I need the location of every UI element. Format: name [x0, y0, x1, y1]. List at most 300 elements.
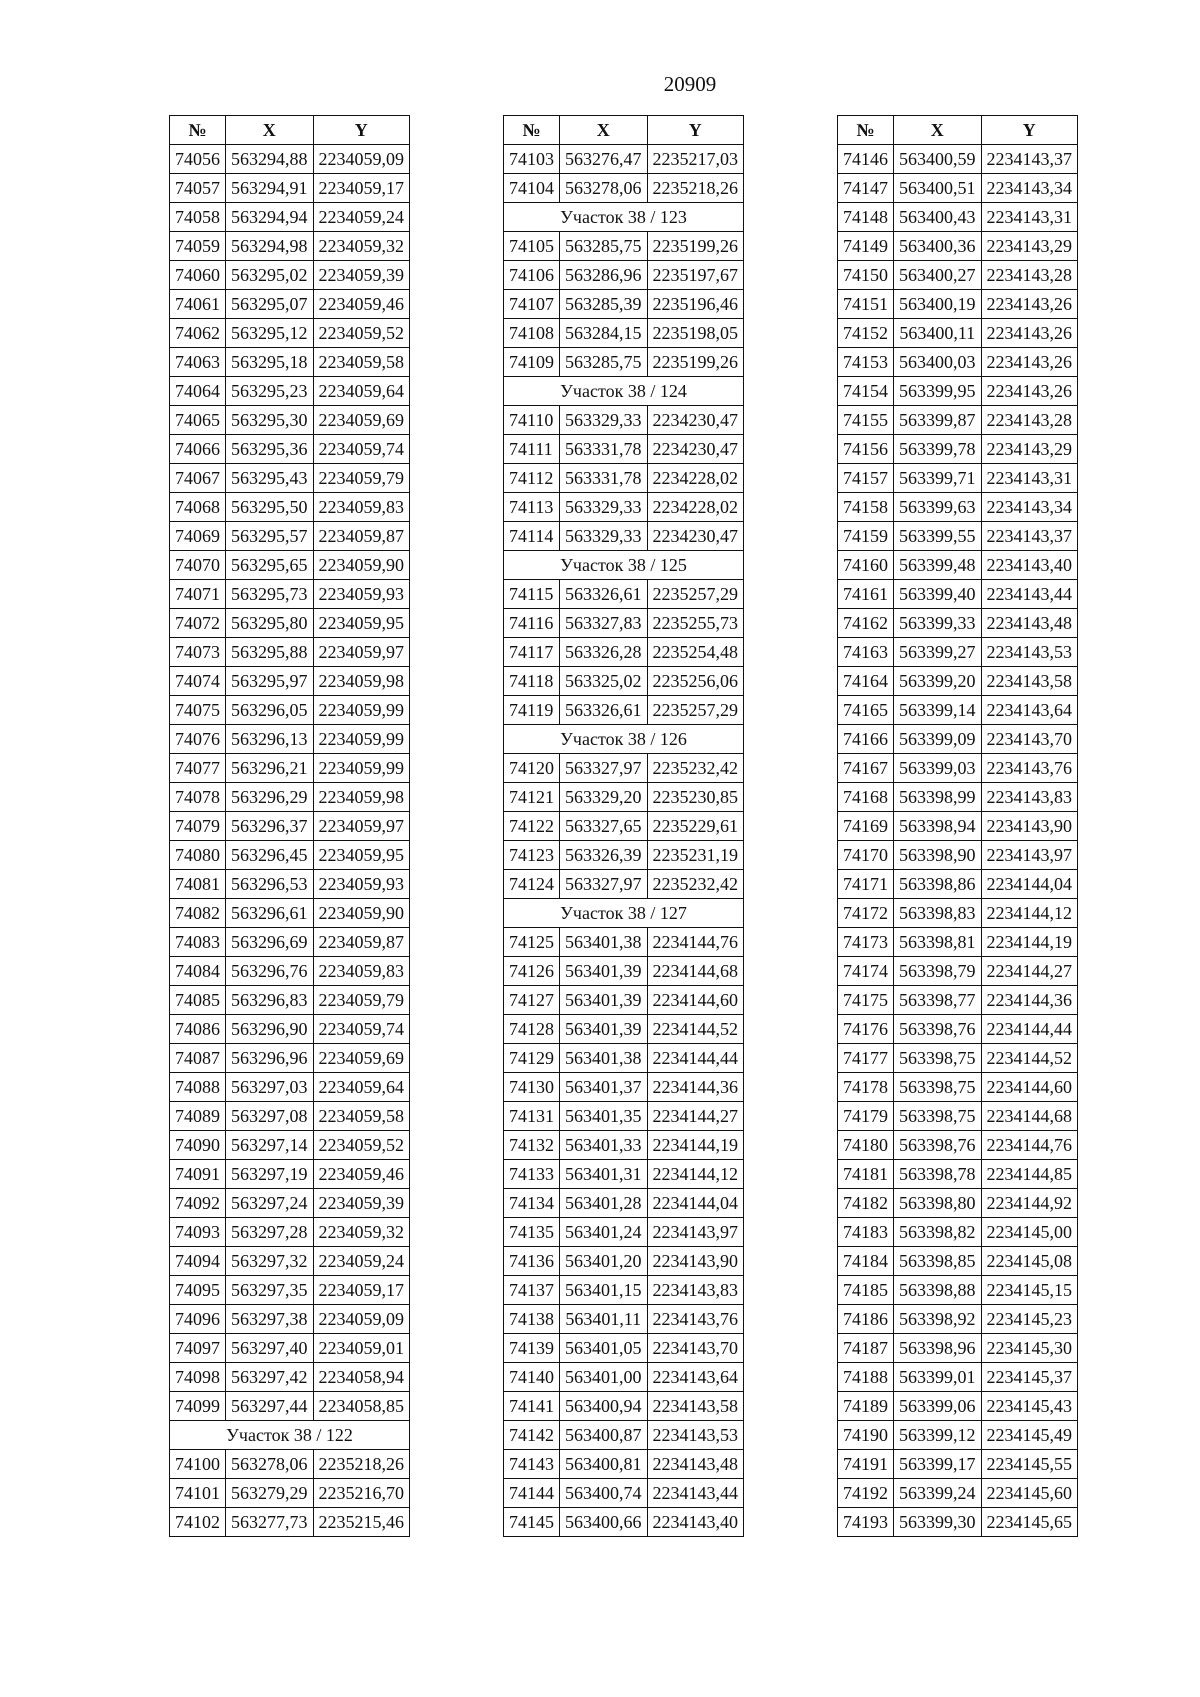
point-number-cell: 74143: [504, 1450, 560, 1479]
table-row: [838, 1276, 1078, 1305]
table-row: [170, 609, 410, 638]
x-coordinate-cell: 563401,24: [560, 1218, 648, 1247]
x-coordinate-cell: 563296,83: [226, 986, 314, 1015]
point-number-cell: 74175: [838, 986, 894, 1015]
table-row: [170, 464, 410, 493]
x-coordinate-cell: 563399,09: [894, 725, 982, 754]
table-row: [838, 986, 1078, 1015]
table-row: [170, 667, 410, 696]
y-coordinate-cell: 2234059,99: [313, 754, 410, 783]
point-number-cell: 74109: [504, 348, 560, 377]
x-coordinate-cell: 563327,83: [560, 609, 648, 638]
x-coordinate-cell: 563296,90: [226, 1015, 314, 1044]
y-coordinate-cell: 2234059,69: [313, 406, 410, 435]
point-number-cell: 74160: [838, 551, 894, 580]
y-coordinate-cell: 2235231,19: [647, 841, 744, 870]
point-number-cell: 74062: [170, 319, 226, 348]
x-coordinate-cell: 563398,83: [894, 899, 982, 928]
point-number-cell: 74121: [504, 783, 560, 812]
coordinate-table-2: [503, 115, 744, 1537]
point-number-cell: 74135: [504, 1218, 560, 1247]
point-number-cell: 74118: [504, 667, 560, 696]
x-coordinate-cell: 563400,74: [560, 1479, 648, 1508]
y-coordinate-cell: 2234143,40: [647, 1508, 744, 1537]
table-row: [170, 1044, 410, 1073]
x-coordinate-cell: 563295,57: [226, 522, 314, 551]
point-number-cell: 74088: [170, 1073, 226, 1102]
point-number-cell: 74190: [838, 1421, 894, 1450]
y-coordinate-cell: 2234143,31: [981, 464, 1078, 493]
y-coordinate-cell: 2234144,44: [647, 1044, 744, 1073]
point-number-cell: 74164: [838, 667, 894, 696]
table-row: [504, 1508, 744, 1537]
x-coordinate-cell: 563399,17: [894, 1450, 982, 1479]
section-label: Участок 38 / 124: [504, 377, 744, 406]
y-coordinate-cell: 2234143,58: [981, 667, 1078, 696]
x-coordinate-cell: 563399,06: [894, 1392, 982, 1421]
y-coordinate-cell: 2234059,46: [313, 1160, 410, 1189]
x-coordinate-cell: 563295,80: [226, 609, 314, 638]
point-number-cell: 74063: [170, 348, 226, 377]
point-number-cell: 74067: [170, 464, 226, 493]
y-coordinate-cell: 2235254,48: [647, 638, 744, 667]
table-row: [504, 1131, 744, 1160]
y-coordinate-cell: 2234059,32: [313, 232, 410, 261]
point-number-cell: 74083: [170, 928, 226, 957]
table-row: [504, 290, 744, 319]
y-coordinate-cell: 2234145,60: [981, 1479, 1078, 1508]
x-coordinate-cell: 563399,95: [894, 377, 982, 406]
point-number-cell: 74114: [504, 522, 560, 551]
point-number-cell: 74149: [838, 232, 894, 261]
y-coordinate-cell: 2234059,39: [313, 261, 410, 290]
point-number-cell: 74124: [504, 870, 560, 899]
point-number-cell: 74120: [504, 754, 560, 783]
point-number-cell: 74141: [504, 1392, 560, 1421]
y-coordinate-cell: 2234058,94: [313, 1363, 410, 1392]
y-coordinate-cell: 2234058,85: [313, 1392, 410, 1421]
x-coordinate-cell: 563401,33: [560, 1131, 648, 1160]
y-coordinate-cell: 2234059,98: [313, 667, 410, 696]
x-coordinate-cell: 563400,81: [560, 1450, 648, 1479]
y-coordinate-cell: 2235232,42: [647, 754, 744, 783]
x-coordinate-cell: 563398,82: [894, 1218, 982, 1247]
y-coordinate-cell: 2234059,99: [313, 725, 410, 754]
x-coordinate-cell: 563327,97: [560, 870, 648, 899]
x-coordinate-cell: 563294,98: [226, 232, 314, 261]
x-coordinate-cell: 563399,40: [894, 580, 982, 609]
table-row: [838, 203, 1078, 232]
point-number-cell: 74115: [504, 580, 560, 609]
point-number-cell: 74188: [838, 1363, 894, 1392]
point-number-cell: 74142: [504, 1421, 560, 1450]
x-coordinate-cell: 563398,76: [894, 1015, 982, 1044]
table-row: [504, 957, 744, 986]
point-number-cell: 74161: [838, 580, 894, 609]
point-number-cell: 74076: [170, 725, 226, 754]
point-number-cell: 74103: [504, 145, 560, 174]
point-number-cell: 74074: [170, 667, 226, 696]
x-coordinate-cell: 563296,61: [226, 899, 314, 928]
x-coordinate-cell: 563400,94: [560, 1392, 648, 1421]
x-coordinate-cell: 563398,88: [894, 1276, 982, 1305]
x-coordinate-cell: 563297,28: [226, 1218, 314, 1247]
x-coordinate-cell: 563296,05: [226, 696, 314, 725]
y-coordinate-cell: 2234143,83: [981, 783, 1078, 812]
x-coordinate-cell: 563399,55: [894, 522, 982, 551]
y-coordinate-cell: 2234230,47: [647, 522, 744, 551]
y-coordinate-cell: 2234059,24: [313, 203, 410, 232]
table-row: [838, 551, 1078, 580]
x-coordinate-cell: 563295,30: [226, 406, 314, 435]
x-coordinate-cell: 563295,73: [226, 580, 314, 609]
y-coordinate-cell: 2235256,06: [647, 667, 744, 696]
y-coordinate-cell: 2234143,37: [981, 522, 1078, 551]
x-coordinate-cell: 563398,78: [894, 1160, 982, 1189]
y-coordinate-cell: 2234144,68: [647, 957, 744, 986]
table-row: [170, 551, 410, 580]
table-row: [504, 986, 744, 1015]
x-coordinate-cell: 563295,88: [226, 638, 314, 667]
point-number-cell: 74136: [504, 1247, 560, 1276]
y-coordinate-cell: 2234228,02: [647, 493, 744, 522]
point-number-cell: 74095: [170, 1276, 226, 1305]
y-coordinate-cell: 2234143,97: [981, 841, 1078, 870]
header-y: Y: [313, 116, 410, 145]
point-number-cell: 74101: [170, 1479, 226, 1508]
point-number-cell: 74158: [838, 493, 894, 522]
table-row: [170, 957, 410, 986]
table-row: [838, 377, 1078, 406]
y-coordinate-cell: 2234144,60: [647, 986, 744, 1015]
y-coordinate-cell: 2234059,09: [313, 145, 410, 174]
point-number-cell: 74183: [838, 1218, 894, 1247]
table-row: [838, 957, 1078, 986]
table-row: [838, 464, 1078, 493]
table-row: [838, 348, 1078, 377]
table-row: [504, 1276, 744, 1305]
table-row: [504, 783, 744, 812]
section-row: [504, 899, 744, 928]
y-coordinate-cell: 2234144,04: [981, 870, 1078, 899]
y-coordinate-cell: 2234144,27: [647, 1102, 744, 1131]
x-coordinate-cell: 563399,48: [894, 551, 982, 580]
table-row: [838, 1189, 1078, 1218]
y-coordinate-cell: 2234059,39: [313, 1189, 410, 1218]
x-coordinate-cell: 563278,06: [226, 1450, 314, 1479]
x-coordinate-cell: 563285,75: [560, 348, 648, 377]
table-row: [504, 1392, 744, 1421]
y-coordinate-cell: 2234143,48: [981, 609, 1078, 638]
table-row: [170, 1102, 410, 1131]
y-coordinate-cell: 2235196,46: [647, 290, 744, 319]
table-row: [504, 1189, 744, 1218]
x-coordinate-cell: 563295,43: [226, 464, 314, 493]
y-coordinate-cell: 2234230,47: [647, 435, 744, 464]
y-coordinate-cell: 2234059,74: [313, 1015, 410, 1044]
point-number-cell: 74096: [170, 1305, 226, 1334]
table-row: [838, 696, 1078, 725]
table-row: [170, 1276, 410, 1305]
table-row: [838, 1508, 1078, 1537]
table-row: [170, 754, 410, 783]
x-coordinate-cell: 563400,43: [894, 203, 982, 232]
x-coordinate-cell: 563296,37: [226, 812, 314, 841]
y-coordinate-cell: 2234145,23: [981, 1305, 1078, 1334]
x-coordinate-cell: 563296,13: [226, 725, 314, 754]
table-row: [170, 1189, 410, 1218]
x-coordinate-cell: 563398,92: [894, 1305, 982, 1334]
x-coordinate-cell: 563398,90: [894, 841, 982, 870]
point-number-cell: 74113: [504, 493, 560, 522]
y-coordinate-cell: 2234144,52: [647, 1015, 744, 1044]
x-coordinate-cell: 563399,87: [894, 406, 982, 435]
table-header-row: [504, 116, 744, 145]
point-number-cell: 74171: [838, 870, 894, 899]
table-row: [838, 1334, 1078, 1363]
point-number-cell: 74178: [838, 1073, 894, 1102]
x-coordinate-cell: 563399,14: [894, 696, 982, 725]
x-coordinate-cell: 563295,07: [226, 290, 314, 319]
y-coordinate-cell: 2234059,74: [313, 435, 410, 464]
x-coordinate-cell: 563297,38: [226, 1305, 314, 1334]
y-coordinate-cell: 2234145,00: [981, 1218, 1078, 1247]
point-number-cell: 74184: [838, 1247, 894, 1276]
y-coordinate-cell: 2234059,97: [313, 638, 410, 667]
table-row: [170, 1305, 410, 1334]
y-coordinate-cell: 2234143,44: [981, 580, 1078, 609]
coordinate-table-1: [169, 115, 410, 1537]
y-coordinate-cell: 2234143,26: [981, 319, 1078, 348]
point-number-cell: 74167: [838, 754, 894, 783]
table-row: [170, 406, 410, 435]
point-number-cell: 74151: [838, 290, 894, 319]
header-x: X: [894, 116, 982, 145]
x-coordinate-cell: 563398,79: [894, 957, 982, 986]
x-coordinate-cell: 563399,03: [894, 754, 982, 783]
y-coordinate-cell: 2234143,76: [647, 1305, 744, 1334]
x-coordinate-cell: 563400,66: [560, 1508, 648, 1537]
point-number-cell: 74169: [838, 812, 894, 841]
table-row: [838, 841, 1078, 870]
table-row: [838, 1363, 1078, 1392]
x-coordinate-cell: 563399,20: [894, 667, 982, 696]
y-coordinate-cell: 2234143,76: [981, 754, 1078, 783]
x-coordinate-cell: 563398,94: [894, 812, 982, 841]
table-row: [170, 1160, 410, 1189]
table-row: [170, 203, 410, 232]
point-number-cell: 74172: [838, 899, 894, 928]
table-row: [170, 580, 410, 609]
table-row: [504, 1363, 744, 1392]
table-row: [838, 667, 1078, 696]
point-number-cell: 74189: [838, 1392, 894, 1421]
y-coordinate-cell: 2235198,05: [647, 319, 744, 348]
table-row: [504, 1102, 744, 1131]
table-row: [838, 522, 1078, 551]
table-row: [504, 638, 744, 667]
y-coordinate-cell: 2234144,36: [647, 1073, 744, 1102]
x-coordinate-cell: 563401,39: [560, 1015, 648, 1044]
table-row: [170, 261, 410, 290]
point-number-cell: 74056: [170, 145, 226, 174]
x-coordinate-cell: 563285,75: [560, 232, 648, 261]
point-number-cell: 74123: [504, 841, 560, 870]
table-row: [838, 870, 1078, 899]
table-row: [838, 1247, 1078, 1276]
x-coordinate-cell: 563401,15: [560, 1276, 648, 1305]
x-coordinate-cell: 563398,86: [894, 870, 982, 899]
x-coordinate-cell: 563401,00: [560, 1363, 648, 1392]
point-number-cell: 74099: [170, 1392, 226, 1421]
point-number-cell: 74153: [838, 348, 894, 377]
y-coordinate-cell: 2234059,87: [313, 522, 410, 551]
table-row: [170, 1392, 410, 1421]
x-coordinate-cell: 563398,99: [894, 783, 982, 812]
point-number-cell: 74193: [838, 1508, 894, 1537]
y-coordinate-cell: 2235215,46: [313, 1508, 410, 1537]
table-row: [170, 174, 410, 203]
x-coordinate-cell: 563399,12: [894, 1421, 982, 1450]
point-number-cell: 74092: [170, 1189, 226, 1218]
x-coordinate-cell: 563401,11: [560, 1305, 648, 1334]
y-coordinate-cell: 2234144,92: [981, 1189, 1078, 1218]
table-row: [170, 725, 410, 754]
point-number-cell: 74075: [170, 696, 226, 725]
table-row: [170, 493, 410, 522]
point-number-cell: 74104: [504, 174, 560, 203]
header-x: X: [226, 116, 314, 145]
y-coordinate-cell: 2234059,83: [313, 493, 410, 522]
y-coordinate-cell: 2234059,69: [313, 1044, 410, 1073]
x-coordinate-cell: 563326,39: [560, 841, 648, 870]
table-row: [170, 290, 410, 319]
table-row: [838, 609, 1078, 638]
point-number-cell: 74134: [504, 1189, 560, 1218]
x-coordinate-cell: 563398,85: [894, 1247, 982, 1276]
point-number-cell: 74094: [170, 1247, 226, 1276]
table-row: [838, 1102, 1078, 1131]
point-number-cell: 74059: [170, 232, 226, 261]
point-number-cell: 74107: [504, 290, 560, 319]
table-row: [838, 435, 1078, 464]
table-row: [170, 1334, 410, 1363]
table-row: [504, 435, 744, 464]
table-row: [504, 812, 744, 841]
y-coordinate-cell: 2234059,95: [313, 841, 410, 870]
x-coordinate-cell: 563329,33: [560, 493, 648, 522]
table-row: [504, 696, 744, 725]
point-number-cell: 74154: [838, 377, 894, 406]
x-coordinate-cell: 563295,12: [226, 319, 314, 348]
page-number: 20909: [663, 72, 717, 96]
y-coordinate-cell: 2234059,98: [313, 783, 410, 812]
point-number-cell: 74102: [170, 1508, 226, 1537]
point-number-cell: 74163: [838, 638, 894, 667]
table-row: [170, 522, 410, 551]
x-coordinate-cell: 563398,75: [894, 1044, 982, 1073]
x-coordinate-cell: 563277,73: [226, 1508, 314, 1537]
point-number-cell: 74131: [504, 1102, 560, 1131]
x-coordinate-cell: 563398,75: [894, 1102, 982, 1131]
table-row: [838, 406, 1078, 435]
x-coordinate-cell: 563398,96: [894, 1334, 982, 1363]
table-header-row: [838, 116, 1078, 145]
y-coordinate-cell: 2234059,79: [313, 986, 410, 1015]
point-number-cell: 74173: [838, 928, 894, 957]
point-number-cell: 74139: [504, 1334, 560, 1363]
y-coordinate-cell: 2234059,97: [313, 812, 410, 841]
table-row: [504, 580, 744, 609]
x-coordinate-cell: 563399,71: [894, 464, 982, 493]
y-coordinate-cell: 2234143,90: [647, 1247, 744, 1276]
y-coordinate-cell: 2234143,44: [647, 1479, 744, 1508]
table-row: [170, 783, 410, 812]
table-row: [170, 841, 410, 870]
table-row: [838, 1015, 1078, 1044]
point-number-cell: 74185: [838, 1276, 894, 1305]
x-coordinate-cell: 563285,39: [560, 290, 648, 319]
point-number-cell: 74126: [504, 957, 560, 986]
table-row: [838, 493, 1078, 522]
point-number-cell: 74068: [170, 493, 226, 522]
table-row: [504, 1073, 744, 1102]
table-row: [504, 522, 744, 551]
table-row: [170, 1450, 410, 1479]
point-number-cell: 74157: [838, 464, 894, 493]
y-coordinate-cell: 2234143,26: [981, 348, 1078, 377]
table-row: [838, 783, 1078, 812]
table-row: [504, 1218, 744, 1247]
point-number-cell: 74129: [504, 1044, 560, 1073]
y-coordinate-cell: 2235232,42: [647, 870, 744, 899]
y-coordinate-cell: 2234144,27: [981, 957, 1078, 986]
x-coordinate-cell: 563398,80: [894, 1189, 982, 1218]
point-number-cell: 74084: [170, 957, 226, 986]
y-coordinate-cell: 2234145,49: [981, 1421, 1078, 1450]
x-coordinate-cell: 563296,69: [226, 928, 314, 957]
x-coordinate-cell: 563398,77: [894, 986, 982, 1015]
table-row: [170, 986, 410, 1015]
point-number-cell: 74077: [170, 754, 226, 783]
table-row: [504, 319, 744, 348]
table-row: [838, 928, 1078, 957]
x-coordinate-cell: 563400,36: [894, 232, 982, 261]
y-coordinate-cell: 2234143,28: [981, 261, 1078, 290]
x-coordinate-cell: 563325,02: [560, 667, 648, 696]
x-coordinate-cell: 563329,33: [560, 406, 648, 435]
point-number-cell: 74146: [838, 145, 894, 174]
y-coordinate-cell: 2234143,34: [981, 174, 1078, 203]
x-coordinate-cell: 563401,39: [560, 986, 648, 1015]
point-number-cell: 74108: [504, 319, 560, 348]
point-number-cell: 74091: [170, 1160, 226, 1189]
table-row: [838, 174, 1078, 203]
point-number-cell: 74110: [504, 406, 560, 435]
point-number-cell: 74170: [838, 841, 894, 870]
point-number-cell: 74100: [170, 1450, 226, 1479]
y-coordinate-cell: 2234144,85: [981, 1160, 1078, 1189]
y-coordinate-cell: 2234144,19: [647, 1131, 744, 1160]
x-coordinate-cell: 563296,53: [226, 870, 314, 899]
y-coordinate-cell: 2234144,76: [981, 1131, 1078, 1160]
header-number: №: [170, 116, 226, 145]
coordinate-table-3: [837, 115, 1078, 1537]
point-number-cell: 74162: [838, 609, 894, 638]
point-number-cell: 74147: [838, 174, 894, 203]
y-coordinate-cell: 2234144,04: [647, 1189, 744, 1218]
point-number-cell: 74128: [504, 1015, 560, 1044]
